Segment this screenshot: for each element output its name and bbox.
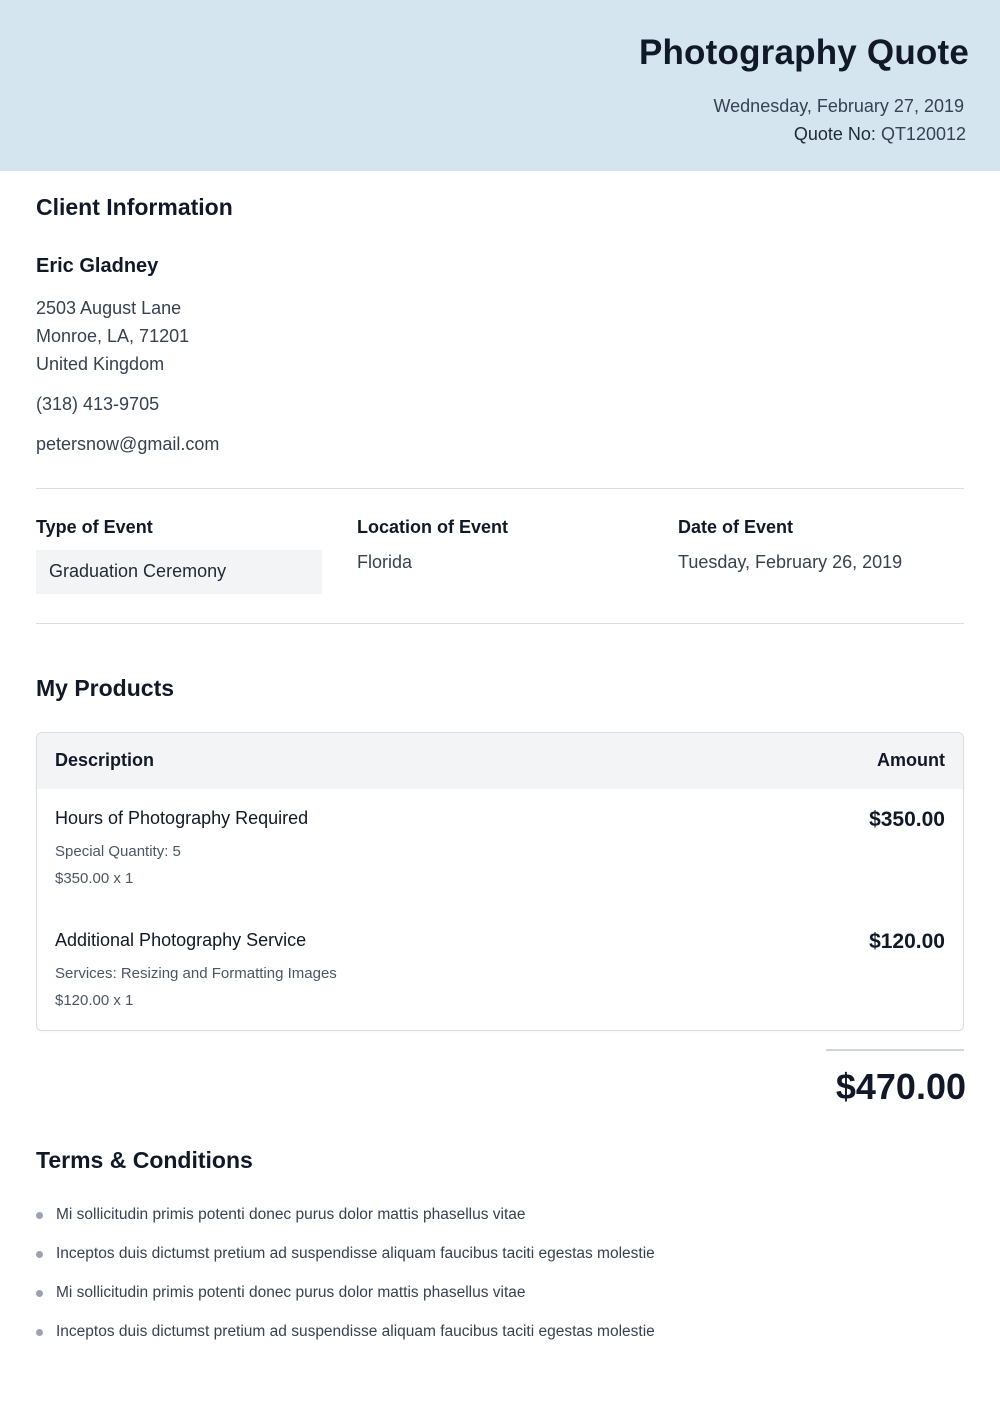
client-address-line2: Monroe, LA, 71201 bbox=[36, 326, 190, 346]
client-name: Eric Gladney bbox=[36, 255, 159, 277]
terms-list bbox=[36, 1206, 655, 1362]
item-price-quantity: $120.00 x 1 bbox=[55, 992, 134, 1009]
quote-date: Wednesday, February 27, 2019 bbox=[713, 96, 964, 116]
quote-header bbox=[0, 0, 1000, 171]
item-amount: $120.00 bbox=[869, 930, 945, 953]
event-date-label: Date of Event bbox=[678, 517, 794, 537]
table-row bbox=[37, 808, 963, 918]
item-name: Additional Photography Service bbox=[55, 930, 307, 950]
column-header-description: Description bbox=[55, 750, 155, 770]
page-title: Photography Quote bbox=[638, 33, 969, 72]
event-location-value: Florida bbox=[357, 552, 413, 572]
term-text: Mi sollicitudin primis potenti donec purus dolor mattis phasellus vitae bbox=[56, 1206, 526, 1223]
item-name: Hours of Photography Required bbox=[55, 808, 309, 828]
event-location-label: Location of Event bbox=[357, 517, 509, 537]
bullet-icon bbox=[36, 1212, 43, 1219]
total-divider bbox=[826, 1049, 964, 1051]
term-text: Mi sollicitudin primis potenti donec purus dolor mattis phasellus vitae bbox=[56, 1284, 526, 1301]
divider bbox=[36, 623, 964, 624]
term-text: Inceptos duis dictumst pretium ad suspendisse aliquam faucibus taciti egestas molestie bbox=[56, 1245, 655, 1262]
list-item bbox=[36, 1284, 655, 1323]
table-header bbox=[37, 733, 963, 789]
event-type-value: Graduation Ceremony bbox=[36, 550, 322, 594]
quote-total: $470.00 bbox=[835, 1066, 966, 1107]
quote-number bbox=[794, 124, 966, 145]
column-header-amount: Amount bbox=[877, 750, 945, 770]
item-detail: Special Quantity: 5 bbox=[55, 843, 181, 860]
list-item bbox=[36, 1323, 655, 1362]
divider bbox=[36, 488, 964, 489]
term-text: Inceptos duis dictumst pretium ad suspendisse aliquam faucibus taciti egestas molestie bbox=[56, 1323, 655, 1340]
client-info-heading: Client Information bbox=[36, 194, 233, 220]
event-date bbox=[678, 517, 902, 573]
event-location bbox=[357, 517, 508, 573]
event-date-value: Tuesday, February 26, 2019 bbox=[678, 552, 903, 572]
terms-heading: Terms & Conditions bbox=[36, 1147, 253, 1173]
client-country: United Kingdom bbox=[36, 354, 165, 374]
products-table bbox=[36, 732, 964, 1031]
products-heading: My Products bbox=[36, 675, 175, 701]
event-type-label: Type of Event bbox=[36, 517, 153, 537]
item-amount: $350.00 bbox=[869, 808, 945, 831]
bullet-icon bbox=[36, 1290, 43, 1297]
table-row bbox=[37, 930, 963, 1031]
client-address-line1: 2503 August Lane bbox=[36, 298, 182, 318]
bullet-icon bbox=[36, 1329, 43, 1336]
quote-number-label: Quote No: bbox=[793, 124, 876, 144]
quote-number-value: QT120012 bbox=[880, 124, 966, 144]
list-item bbox=[36, 1206, 655, 1245]
item-detail: Services: Resizing and Formatting Images bbox=[55, 965, 337, 982]
client-phone: (318) 413-9705 bbox=[36, 394, 160, 414]
list-item bbox=[36, 1245, 655, 1284]
event-type bbox=[36, 517, 322, 594]
item-price-quantity: $350.00 x 1 bbox=[55, 870, 134, 887]
bullet-icon bbox=[36, 1251, 43, 1258]
client-email: petersnow@gmail.com bbox=[36, 434, 220, 454]
